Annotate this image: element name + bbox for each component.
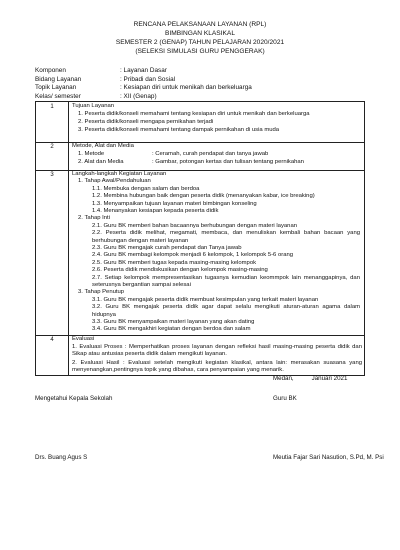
stage-item: 3.4. Guru BK mengakhiri kegiatan dengan berdoa dan salam: [92, 326, 251, 333]
stage-item: 2.1. Guru BK memberi bahan bacaannya berhubungan dengan materi layanan: [92, 222, 298, 229]
stage-item: 2.4. Guru BK membagi kelompok menjadi 6 kelompok, 1 kelompok 5-6 orang: [92, 252, 294, 259]
metode-value: : Ceramah, curah pendapat dan tanya jawab: [152, 151, 269, 157]
tujuan-heading: Tujuan Layanan: [72, 103, 115, 109]
meta-value: : Layanan Dasar: [120, 67, 167, 74]
place-text: Medan,: [273, 375, 294, 382]
meta-row-kelas: [35, 93, 157, 102]
stage-item: 2.6. Peserta didik mendiskusikan dengan kelompok masing-masing: [92, 267, 268, 274]
meta-key: Bidang Layanan: [35, 75, 82, 83]
stage-item: 1.3. Menyampaikan tujuan layanan materi bimbingan konseling: [92, 200, 257, 207]
stage-item: 3.1. Guru BK mengajak peserta didik membuat kesimpulan yang terkait materi layanan: [92, 296, 319, 303]
doc-title-line-4: (SELEKSI SIMULASI GURU PENGGERAK): [135, 48, 265, 55]
doc-title-line-2: BIMBINGAN KLASIKAL: [165, 30, 235, 37]
tujuan-item: 1. Peserta didik/konseli memahami tentang kesiapan diri untuk menikah dan berkeluarga: [78, 111, 310, 117]
stage-item: 2.5. Guru BK memberi tugas kepada masing-masing kelompok: [92, 259, 257, 266]
meta-value: : XII (Genap): [120, 92, 157, 100]
meta-key: Kelas/ semester: [35, 92, 81, 100]
doc-title-line-3: SEMESTER 2 (GENAP) TAHUN PELAJARAN 2020/2021: [115, 39, 285, 46]
tujuan-item: 3. Peserta didik/konseli memahami tentang dampak pernikahan di usia muda: [78, 127, 280, 133]
row-number: 4: [50, 336, 54, 343]
meta-value: : Pribadi dan Sosial: [120, 75, 176, 83]
signature-place-date: [273, 375, 347, 383]
principal-name: Drs. Buang Agus S: [35, 454, 88, 461]
evaluasi-heading: Evaluasi: [72, 335, 95, 342]
counselor-title: Guru BK: [273, 395, 297, 402]
stage-item: 2.3. Guru BK mengajak curah pendapat dan Tanya jawab: [92, 245, 242, 251]
doc-title-line-1: RENCANA PELAKSANAAN LAYANAN (RPL): [133, 21, 267, 28]
stage-item: 2.7. Setiap kelompok mempresentasikan tugasnya kemudian keommpok lain menanggapinya, dan seterusnya bergantian sampai selesai: [92, 274, 360, 289]
stage-item: 3.2. Guru BK mengajak peserta didik agar dapat selalu mengikuti aturan-aturan agama dalam hidupnya: [92, 304, 360, 318]
evaluasi-hasil: 2. Evaluasi Hasil : Evaluasi setelah mengikuti kegiatan klasikal, antara lain: merasakan suasana yang menyenangkan,pentingnya topik yang dibahas, cara penyampaian yang menarik.: [72, 359, 362, 374]
stage-item: 3.3. Guru BK menyampaikan materi layanan yang akan dating: [92, 319, 255, 325]
media-value: : Gambar, potongan kertas dan tulisan tentang pernikahan: [152, 159, 304, 165]
tujuan-item: 2. Peserta didik/konseli mengapa pernikahan terjadi: [78, 119, 214, 125]
stage-inti: 2. Tahap Inti: [78, 215, 110, 222]
meta-row-komponen: [35, 67, 167, 76]
stage-awal: 1. Tahap Awal/Pendahuluan: [78, 178, 151, 185]
row-number: 3: [50, 172, 54, 178]
plan-table: [35, 101, 365, 376]
evaluasi-proses: 1. Evaluasi Proses : Memperhatikan proses layanan dengan refleksi hasil masing-masing peserta didik dan Sikap atau antusias peserta didik dalam mengikuti layanan.: [72, 343, 362, 358]
principal-title: Mengetahui Kepala Sekolah: [35, 395, 113, 402]
media-label: 2. Alat dan Media: [78, 159, 124, 165]
langkah-heading: Langkah-langkah Kegiatan Layanan: [72, 171, 167, 177]
meta-key: Topik Layanan: [35, 84, 77, 91]
row-number: 1: [50, 104, 54, 110]
stage-item: 2.2. Peserta didik melihat, megamati, membaca, dan menuliskan kembali bahan bacaan yang berhubungan dengan materi layanan: [92, 230, 360, 244]
stage-item: 1.4. Menanyakan kesiapan kepada peserta didik: [92, 208, 219, 214]
stage-item: 1.1. Membuka dengan salam dan berdoa: [92, 185, 200, 192]
stage-item: 1.2. Membina hubungan baik dengan peserta didik (menanyakan kabar, ice breaking): [92, 193, 315, 200]
metode-label: 1. Metode: [78, 151, 105, 157]
date-text: Januari 2021: [311, 375, 348, 382]
metode-heading: Metode, Alat dan Media: [72, 143, 134, 149]
stage-penutup: 3. Tahap Penutup: [78, 289, 125, 296]
counselor-name: Meutia Fajar Sari Nasution, S.Pd, M. Psi: [273, 454, 384, 461]
row-number: 2: [50, 144, 54, 150]
meta-key: Komponen: [35, 67, 66, 74]
meta-row-bidang: [35, 76, 175, 85]
meta-row-topik: [35, 84, 252, 93]
meta-value: : Kesiapan diri untuk menikah dan berkeluarga: [120, 84, 252, 91]
